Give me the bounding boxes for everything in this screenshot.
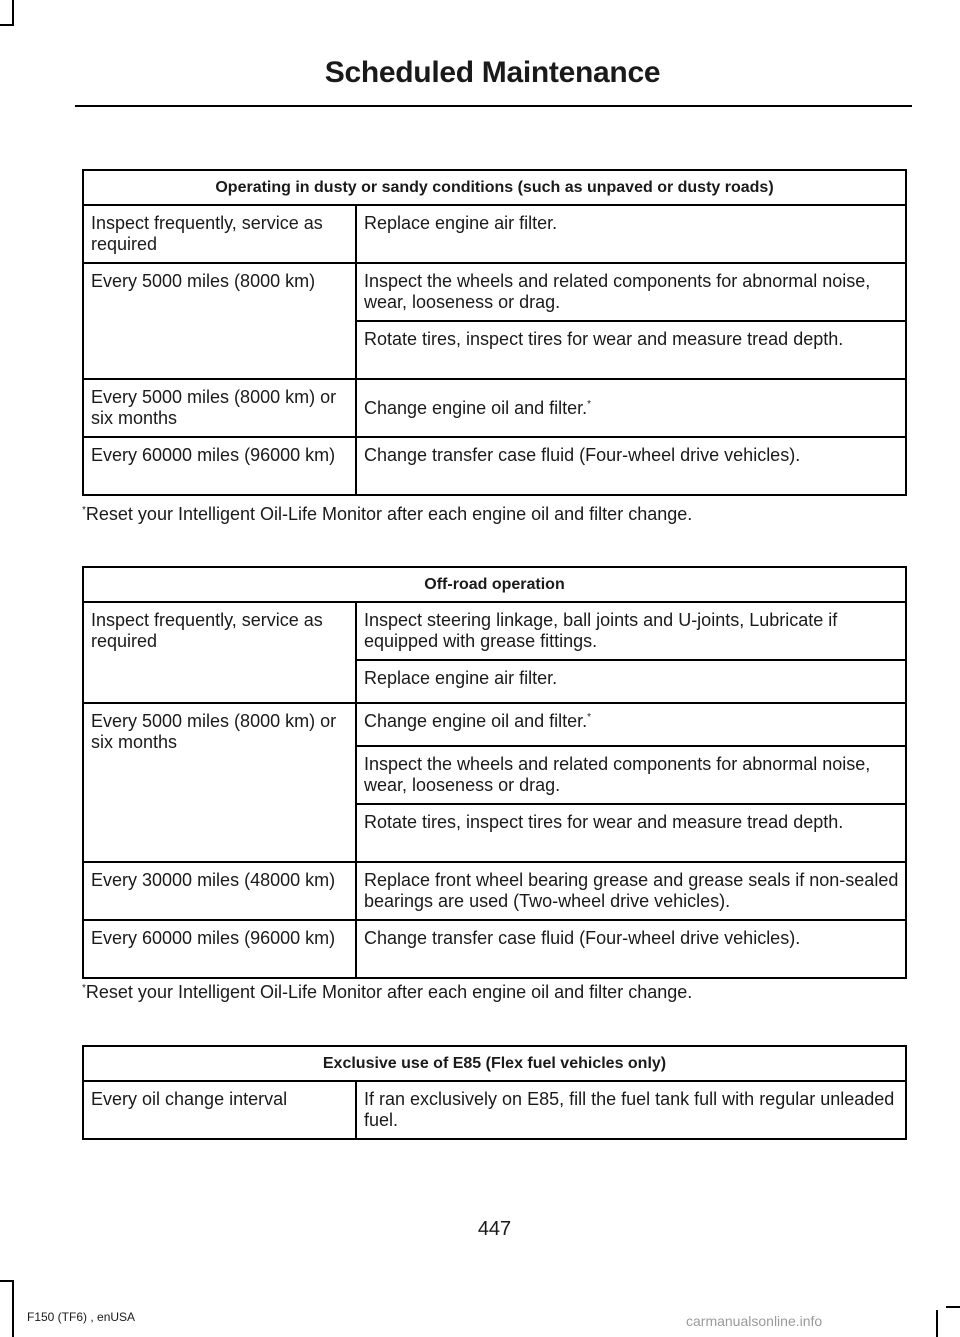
table-heading-row xyxy=(83,1046,906,1081)
footnote-mark: * xyxy=(82,505,86,516)
page-number: 447 xyxy=(477,1218,512,1240)
task-cell xyxy=(356,379,906,437)
footnote-text: Reset your Intelligent Oil-Life Monitor after each engine oil and filter change. xyxy=(85,982,693,1002)
interval-cell: Every 30000 miles (48000 km) xyxy=(83,862,356,920)
task-cell: Inspect the wheels and related components for abnormal noise, wear, looseness or drag. xyxy=(356,746,906,804)
task-cell: Change transfer case fluid (Four-wheel drive vehicles). xyxy=(356,437,906,495)
crop-mark xyxy=(946,1306,960,1308)
table-heading: Operating in dusty or sandy conditions (such as unpaved or dusty roads) xyxy=(83,170,906,205)
interval-cell: Inspect frequently, service as required xyxy=(83,205,356,263)
footnote xyxy=(82,982,692,1003)
task-cell: Inspect steering linkage, ball joints and U-joints, Lubricate if equipped with grease fittings. xyxy=(356,602,906,660)
task-text: Change engine oil and filter. xyxy=(364,711,588,731)
maintenance-table-dusty xyxy=(82,169,907,496)
crop-mark xyxy=(12,1280,14,1337)
task-cell xyxy=(356,703,906,746)
task-text: Change engine oil and filter. xyxy=(364,397,588,418)
page-title: Scheduled Maintenance xyxy=(324,56,661,89)
task-cell: Change transfer case fluid (Four-wheel drive vehicles). xyxy=(356,920,906,978)
table-row xyxy=(83,1081,906,1139)
interval-cell: Every 5000 miles (8000 km) xyxy=(83,263,356,379)
crop-mark xyxy=(936,1310,938,1337)
table-row xyxy=(83,205,906,263)
header-rule xyxy=(75,105,912,107)
maintenance-table-e85 xyxy=(82,1045,907,1140)
maintenance-table-off-road xyxy=(82,566,907,979)
crop-mark xyxy=(0,1280,14,1282)
footnote-mark: * xyxy=(587,398,592,410)
interval-cell: Every oil change interval xyxy=(83,1081,356,1139)
task-cell: Replace front wheel bearing grease and grease seals if non-sealed bearings are used (Two-wheel drive vehicles). xyxy=(356,862,906,920)
table-row xyxy=(83,379,906,437)
footer-id: F150 (TF6) , enUSA xyxy=(27,1310,136,1324)
interval-cell: Every 5000 miles (8000 km) or six months xyxy=(83,703,356,862)
interval-cell: Every 60000 miles (96000 km) xyxy=(83,437,356,495)
task-cell: Rotate tires, inspect tires for wear and measure tread depth. xyxy=(356,804,906,862)
table-heading-row xyxy=(83,567,906,602)
table-row xyxy=(83,263,906,321)
footnote-text: Reset your Intelligent Oil-Life Monitor after each engine oil and filter change. xyxy=(85,504,693,524)
task-cell: Inspect the wheels and related components for abnormal noise, wear, looseness or drag. xyxy=(356,263,906,321)
table-row xyxy=(83,862,906,920)
footnote-mark: * xyxy=(587,712,592,723)
table-heading: Exclusive use of E85 (Flex fuel vehicles only) xyxy=(83,1046,906,1081)
watermark: carmanualsonline.info xyxy=(686,1313,823,1329)
task-cell: Rotate tires, inspect tires for wear and measure tread depth. xyxy=(356,321,906,379)
footnote xyxy=(82,504,692,525)
task-cell: Replace engine air filter. xyxy=(356,205,906,263)
interval-cell: Inspect frequently, service as required xyxy=(83,602,356,703)
table-row xyxy=(83,602,906,660)
interval-cell: Every 5000 miles (8000 km) or six months xyxy=(83,379,356,437)
table-heading-row xyxy=(83,170,906,205)
interval-cell: Every 60000 miles (96000 km) xyxy=(83,920,356,978)
table-row xyxy=(83,437,906,495)
crop-mark xyxy=(12,0,14,26)
table-heading: Off-road operation xyxy=(83,567,906,602)
task-cell: If ran exclusively on E85, fill the fuel tank full with regular unleaded fuel. xyxy=(356,1081,906,1139)
table-row xyxy=(83,703,906,746)
footnote-mark: * xyxy=(82,983,86,994)
task-cell: Replace engine air filter. xyxy=(356,660,906,703)
table-row xyxy=(83,920,906,978)
crop-mark xyxy=(0,24,14,26)
